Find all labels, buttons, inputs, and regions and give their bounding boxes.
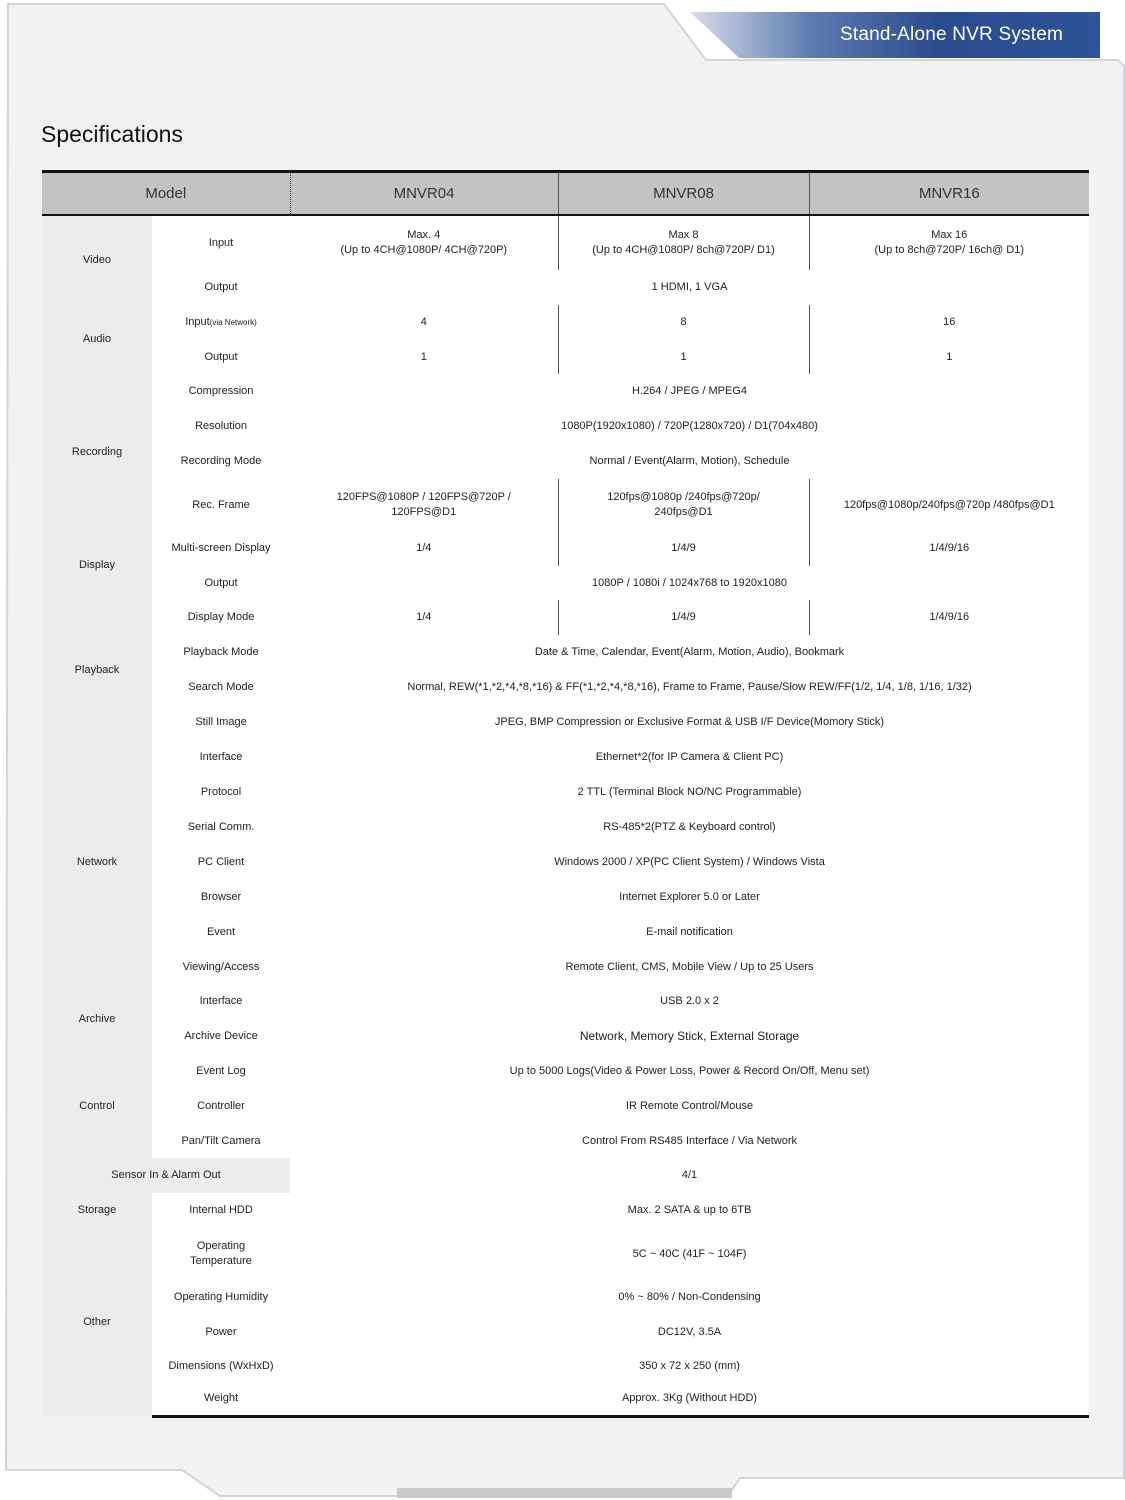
table-row: [42, 1054, 1089, 1089]
table-row: [42, 670, 1089, 705]
value-cell: USB 2.0 x 2: [290, 984, 1089, 1019]
item-label: Archive Device: [152, 1019, 290, 1054]
table-row: [42, 635, 1089, 670]
item-label: Pan/Tilt Camera: [152, 1124, 290, 1158]
category-audio: Audio: [42, 305, 152, 374]
value-cell: 120fps@1080p /240fps@720p/ 240fps@D1: [558, 479, 809, 531]
value-cell: Windows 2000 / XP(PC Client System) / Windows Vista: [290, 845, 1089, 880]
table-row: [42, 1193, 1089, 1228]
table-row: [42, 305, 1089, 340]
value-cell: 1/4/9/16: [809, 531, 1089, 566]
item-label: PC Client: [152, 845, 290, 880]
table-row: [42, 1019, 1089, 1054]
item-label: Operating Humidity: [152, 1280, 290, 1315]
item-label: Serial Comm.: [152, 810, 290, 845]
category-playback: Playback: [42, 600, 152, 740]
item-label: Rec. Frame: [152, 479, 290, 531]
table-row: [42, 1280, 1089, 1315]
table-row: [42, 880, 1089, 915]
value-cell: Approx. 3Kg (Without HDD): [290, 1382, 1089, 1416]
item-label: Resolution: [152, 409, 290, 444]
category-display: Display: [42, 531, 152, 600]
item-label: Dimensions (WxHxD): [152, 1350, 290, 1382]
item-label: Output: [152, 340, 290, 374]
value-cell: 1 HDMI, 1 VGA: [290, 270, 1089, 305]
item-label: Event: [152, 915, 290, 950]
value-cell: 1080P(1920x1080) / 720P(1280x720) / D1(704x480): [290, 409, 1089, 444]
table-row: [42, 950, 1089, 984]
table-row: [42, 444, 1089, 479]
header-mnvr04: MNVR04: [290, 172, 558, 216]
table-row: [42, 409, 1089, 444]
category-network: Network: [42, 740, 152, 984]
item-label: Operating Temperature: [152, 1228, 290, 1280]
header-mnvr08: MNVR08: [558, 172, 809, 216]
value-cell: 1080P / 1080i / 1024x768 to 1920x1080: [290, 566, 1089, 600]
item-label: Output: [152, 566, 290, 600]
item-label: Input: [152, 215, 290, 270]
value-cell: 1/4: [290, 600, 558, 635]
value-cell: 1: [558, 340, 809, 374]
table-row: [42, 705, 1089, 740]
item-label: Controller: [152, 1089, 290, 1124]
table-row: [42, 984, 1089, 1019]
value-cell: Network, Memory Stick, External Storage: [290, 1019, 1089, 1054]
value-cell: Up to 5000 Logs(Video & Power Loss, Power & Record On/Off, Menu set): [290, 1054, 1089, 1089]
table-row: [42, 1228, 1089, 1280]
table-row: [42, 270, 1089, 305]
value-cell: Control From RS485 Interface / Via Network: [290, 1124, 1089, 1158]
category-video: Video: [42, 215, 152, 305]
item-label: Viewing/Access: [152, 950, 290, 984]
value-cell: Normal / Event(Alarm, Motion), Schedule: [290, 444, 1089, 479]
value-cell: E-mail notification: [290, 915, 1089, 950]
value-cell: 1/4/9: [558, 600, 809, 635]
value-cell: 120fps@1080p/240fps@720p /480fps@D1: [809, 479, 1089, 531]
header-model: Model: [42, 172, 290, 216]
item-label: Output: [152, 270, 290, 305]
header-title: Stand-Alone NVR System: [840, 24, 1063, 45]
item-label: Event Log: [152, 1054, 290, 1089]
item-label: Interface: [152, 740, 290, 775]
table-row: [42, 374, 1089, 409]
item-label: Search Mode: [152, 670, 290, 705]
value-cell: DC12V, 3.5A: [290, 1315, 1089, 1350]
value-cell: 1: [290, 340, 558, 374]
value-cell: 4: [290, 305, 558, 340]
value-cell: Normal, REW(*1,*2,*4,*8,*16) & FF(*1,*2,*4,*8,*16), Frame to Frame, Pause/Slow REW/FF(1/2, 1/4, 1/8, 1/16, 1/32): [290, 670, 1089, 705]
item-label: Internal HDD: [152, 1193, 290, 1228]
table-row: [42, 479, 1089, 531]
spec-table-wrapper: [42, 170, 1089, 1418]
value-cell: 4/1: [290, 1158, 1089, 1193]
category-archive: Archive: [42, 984, 152, 1054]
value-cell: JPEG, BMP Compression or Exclusive Format & USB I/F Device(Momory Stick): [290, 705, 1089, 740]
table-row: [42, 600, 1089, 635]
value-cell: 1/4: [290, 531, 558, 566]
item-label: Recording Mode: [152, 444, 290, 479]
value-cell: 1/4/9: [558, 531, 809, 566]
table-row: [42, 1124, 1089, 1158]
value-cell: 350 x 72 x 250 (mm): [290, 1350, 1089, 1382]
item-label: Input(via Network): [152, 305, 290, 340]
horizontal-scrollbar[interactable]: [397, 1488, 732, 1498]
value-cell: 8: [558, 305, 809, 340]
table-row: [42, 340, 1089, 374]
item-label: Power: [152, 1315, 290, 1350]
value-cell: 1/4/9/16: [809, 600, 1089, 635]
table-row: [42, 1315, 1089, 1350]
category-control: Control: [42, 1054, 152, 1158]
item-label: Compression: [152, 374, 290, 409]
table-row: [42, 915, 1089, 950]
item-label: Playback Mode: [152, 635, 290, 670]
value-cell: RS-485*2(PTZ & Keyboard control): [290, 810, 1089, 845]
table-row: [42, 1158, 1089, 1193]
table-row: [42, 566, 1089, 600]
category-storage: Storage: [42, 1193, 152, 1228]
value-cell: Max. 4 (Up to 4CH@1080P/ 4CH@720P): [290, 215, 558, 270]
category-sensor: Sensor In & Alarm Out: [42, 1158, 290, 1193]
value-cell: 2 TTL (Terminal Block NO/NC Programmable): [290, 775, 1089, 810]
table-row: [42, 775, 1089, 810]
value-cell: Date & Time, Calendar, Event(Alarm, Motion, Audio), Bookmark: [290, 635, 1089, 670]
item-label: Still Image: [152, 705, 290, 740]
item-label: Display Mode: [152, 600, 290, 635]
header-mnvr16: MNVR16: [809, 172, 1089, 216]
table-header-row: [42, 172, 1089, 216]
value-cell: IR Remote Control/Mouse: [290, 1089, 1089, 1124]
spec-table: [42, 170, 1089, 1418]
item-label: Browser: [152, 880, 290, 915]
value-cell: Max 8 (Up to 4CH@1080P/ 8ch@720P/ D1): [558, 215, 809, 270]
value-cell: Remote Client, CMS, Mobile View / Up to 25 Users: [290, 950, 1089, 984]
table-row: [42, 1350, 1089, 1382]
table-row: [42, 215, 1089, 270]
value-cell: H.264 / JPEG / MPEG4: [290, 374, 1089, 409]
table-row: [42, 845, 1089, 880]
item-label: Multi-screen Display: [152, 531, 290, 566]
page-title: Specifications: [41, 121, 183, 147]
item-label: Weight: [152, 1382, 290, 1416]
value-cell: 120FPS@1080P / 120FPS@720P / 120FPS@D1: [290, 479, 558, 531]
value-cell: 5C ~ 40C (41F ~ 104F): [290, 1228, 1089, 1280]
table-row: [42, 531, 1089, 566]
category-recording: Recording: [42, 374, 152, 531]
value-cell: Internet Explorer 5.0 or Later: [290, 880, 1089, 915]
table-row: [42, 740, 1089, 775]
category-other: Other: [42, 1228, 152, 1416]
value-cell: 1: [809, 340, 1089, 374]
value-cell: Max 16 (Up to 8ch@720P/ 16ch@ D1): [809, 215, 1089, 270]
value-cell: Ethernet*2(for IP Camera & Client PC): [290, 740, 1089, 775]
item-label: Interface: [152, 984, 290, 1019]
table-row: [42, 1089, 1089, 1124]
table-row: [42, 810, 1089, 845]
table-row: [42, 1382, 1089, 1416]
item-label: Protocol: [152, 775, 290, 810]
value-cell: Max. 2 SATA & up to 6TB: [290, 1193, 1089, 1228]
value-cell: 0% ~ 80% / Non-Condensing: [290, 1280, 1089, 1315]
value-cell: 16: [809, 305, 1089, 340]
